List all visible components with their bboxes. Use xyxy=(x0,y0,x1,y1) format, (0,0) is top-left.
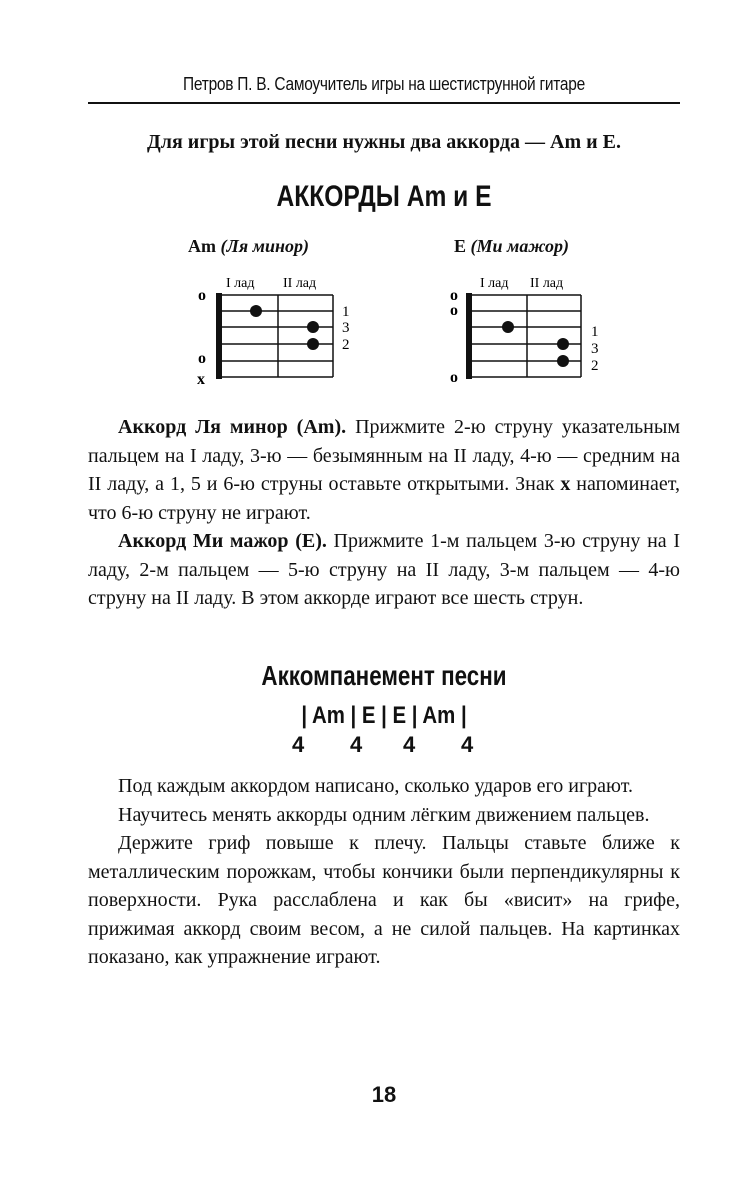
am-description xyxy=(88,413,680,527)
body-paragraph: Под каждым аккордом написано, сколько ударов его играют. xyxy=(118,775,633,797)
page-number: 18 xyxy=(371,1082,397,1107)
e-finger-number: 2 xyxy=(591,358,599,374)
beat-count: 4 xyxy=(403,732,416,757)
accompaniment-section-title: Аккомпанемент песни xyxy=(261,660,507,691)
e-description-text: Прижмите 1-м пальцем 3-ю струну на I ладу, 2-м пальцем — 5-ю струну на II ладу, 3-м пальцем — 4-ю струну на II ладу. В этом аккорде играют все шесть струн. xyxy=(88,530,680,609)
am-mute-mark: x xyxy=(197,371,205,388)
am-finger-number: 1 xyxy=(342,304,350,320)
e-open-mark: o xyxy=(450,302,458,319)
chord-descriptions xyxy=(88,413,680,613)
e-description xyxy=(88,527,680,613)
e-chord-name: E xyxy=(454,236,467,256)
e-finger-dot xyxy=(502,321,514,333)
chord-diagrams xyxy=(0,0,756,400)
intro-line: Для игры этой песни нужны два аккорда — Am и E. xyxy=(147,131,621,153)
beat-counts xyxy=(0,732,756,762)
am-description-text: Прижмите 2-ю струну указательным пальцем на I ладу, 3-ю — безымянным на II ладу, 4-ю — средним на II ладу, а 1, 5 и 6-ю струны оставьте открытыми. Знак xyxy=(88,416,680,495)
e-finger-number: 1 xyxy=(591,324,599,340)
e-finger-dot xyxy=(557,355,569,367)
am-finger-dot xyxy=(307,321,319,333)
am-chord-name-ru: (Ля минор) xyxy=(220,236,309,256)
e-fret-label-1: I лад xyxy=(480,276,509,291)
am-chord-name: Am xyxy=(188,236,216,256)
e-chord-diagram xyxy=(450,276,599,386)
beat-count: 4 xyxy=(461,732,474,757)
e-open-mark: o xyxy=(450,287,458,304)
am-finger-dot xyxy=(307,338,319,350)
am-description-heading: Аккорд Ля минор (Am). xyxy=(118,416,347,438)
e-open-mark: o xyxy=(450,369,458,386)
running-header: Петров П. В. Самоучитель игры на шестиструнной гитаре xyxy=(183,74,585,94)
mute-mark-inline: x xyxy=(560,473,571,495)
am-chord-diagram xyxy=(197,276,350,388)
e-description-heading: Аккорд Ми мажор (E). xyxy=(118,530,327,552)
am-open-mark: o xyxy=(198,350,206,367)
e-nut xyxy=(466,293,472,379)
e-chord-name-ru: (Ми мажор) xyxy=(470,236,570,256)
am-finger-number: 2 xyxy=(342,337,350,353)
body-paragraph: Научитесь менять аккорды одним лёгким движением пальцев. xyxy=(118,803,650,826)
am-finger-number: 3 xyxy=(342,320,350,336)
e-fret-label-2: II лад xyxy=(530,276,564,291)
body-paragraph: Держите гриф повыше к плечу. Пальцы ставьте ближе к металлическим порожкам, чтобы кончики были перпендикулярны к поверхности. Рука расслаблена и как бы «висит» на грифе, прижимая аккорд своим весом, а не силой пальцев. На картинках показано, как упражнение играют. xyxy=(88,832,680,968)
body-text xyxy=(88,772,680,972)
am-open-mark: o xyxy=(198,287,206,304)
am-finger-dot xyxy=(250,305,262,317)
am-description-text-end: напоминает, что 6-ю струну не играют. xyxy=(88,473,680,524)
am-nut xyxy=(216,293,222,379)
beat-count: 4 xyxy=(292,732,305,757)
e-finger-dot xyxy=(557,338,569,350)
am-fret-label-1: I лад xyxy=(226,276,255,291)
chords-section-title: АККОРДЫ Am и E xyxy=(276,180,492,213)
am-fret-label-2: II лад xyxy=(283,276,317,291)
accompaniment-line: | Am | E | E | Am | xyxy=(301,702,467,729)
e-finger-number: 3 xyxy=(591,341,599,357)
beat-count: 4 xyxy=(350,732,363,757)
